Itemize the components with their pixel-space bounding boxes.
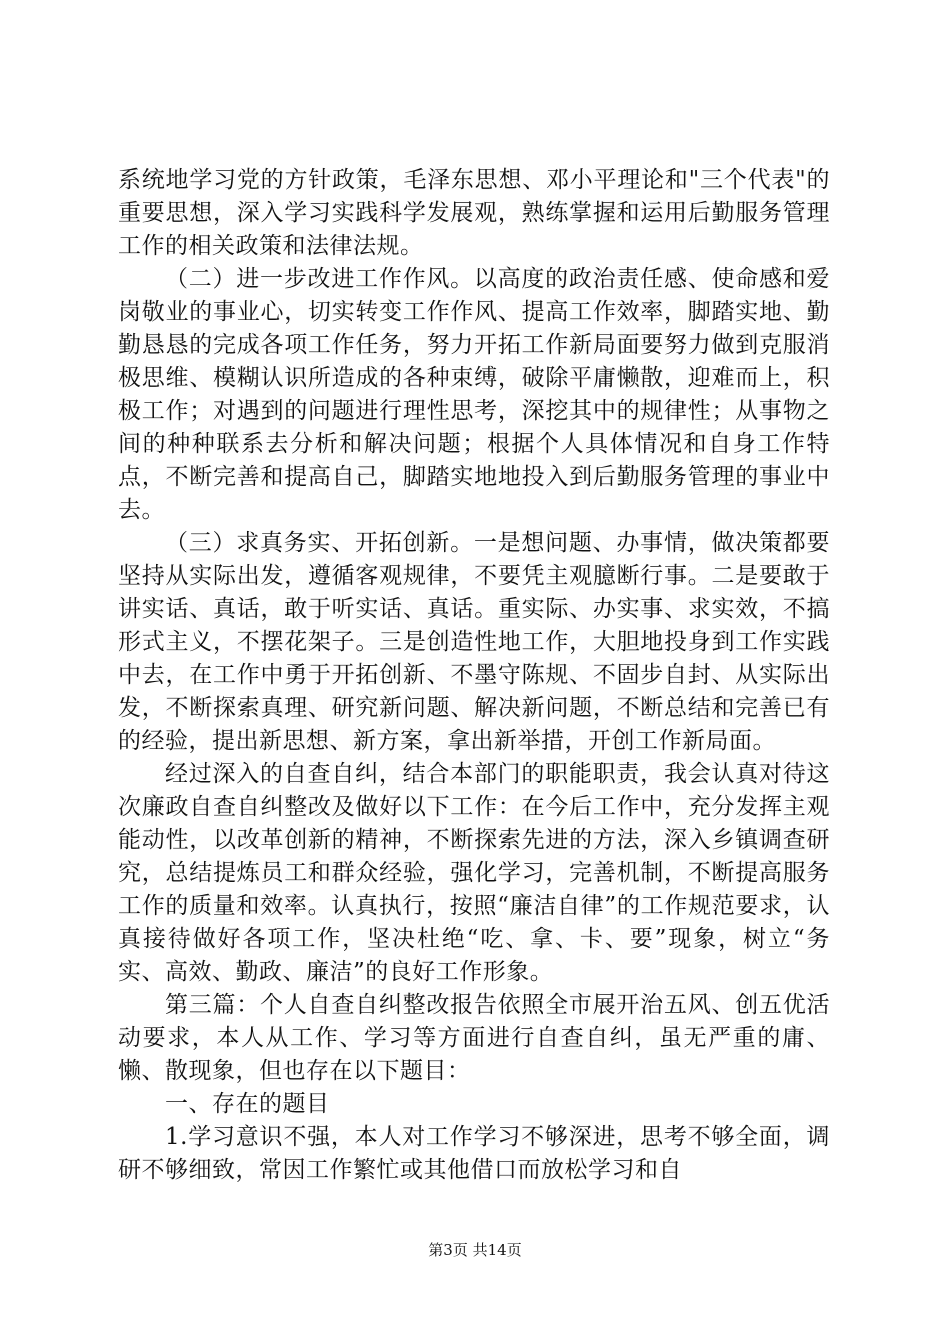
- paragraph-self-inspection: 经过深入的自查自纠，结合本部门的职能职责，我会认真对待这次廉政自查自纠整改及做好以下工作：在今后工作中，充分发挥主观能动性，以改革创新的精神，不断探索先进的方法，深入乡镇调查研究，总结提炼员工和群众经验，强化学习，完善机制，不断提高服务工作的质量和效率。认真执行，按照“廉洁自律”的工作规范要求，认真接待做好各项工作，坚决杜绝“吃、拿、卡、要”现象，树立“务实、高效、勤政、廉洁”的良好工作形象。: [118, 761, 830, 985]
- paragraph-innovation: （三）求真务实、开拓创新。一是想问题、办事情，做决策都要坚持从实际出发，遵循客观规律，不要凭主观臆断行事。二是要敢于讲实话、真话，敢于听实话、真话。重实际、办实事、求实效，不搞形式主义，不摆花架子。三是创造性地工作，大胆地投身到工作实践中去，在工作中勇于开拓创新、不墨守陈规、不固步自封、从实际出发，不断探索真理、研究新问题、解决新问题，不断总结和完善已有的经验，提出新思想、新方案，拿出新举措，开创工作新局面。: [118, 530, 830, 754]
- paragraph-continuation: 系统地学习党的方针政策，毛泽东思想、邓小平理论和"三个代表"的重要思想，深入学习实践科学发展观，熟练掌握和运用后勤服务管理工作的相关政策和法律法规。: [118, 167, 830, 259]
- page-footer: 第3页 共14页: [428, 1241, 522, 1259]
- paragraph-part-three: 第三篇：个人自查自纠整改报告依照全市展开治五风、创五优活动要求，本人从工作、学习等方面进行自查自纠，虽无严重的庸、懒、散现象，但也存在以下题目：: [118, 992, 830, 1084]
- document-body: [118, 164, 830, 1187]
- paragraph-work-style: （二）进一步改进工作作风。以高度的政治责任感、使命感和爱岗敬业的事业心，切实转变工作作风、提高工作效率，脚踏实地、勤勤恳恳的完成各项工作任务，努力开拓工作新局面要努力做到克服消极思维、模糊认识所造成的各种束缚，破除平庸懒散，迎难而上，积极工作；对遇到的问题进行理性思考，深挖其中的规律性；从事物之间的种种联系去分析和解决问题；根据个人具体情况和自身工作特点，不断完善和提高自己，脚踏实地地投入到后勤服务管理的事业中去。: [118, 266, 830, 523]
- section-heading-problems: 一、存在的题目: [165, 1091, 330, 1117]
- paragraph-item-1: 1.学习意识不强，本人对工作学习不够深进，思考不够全面，调研不够细致，常因工作繁忙或其他借口而放松学习和自: [118, 1124, 830, 1183]
